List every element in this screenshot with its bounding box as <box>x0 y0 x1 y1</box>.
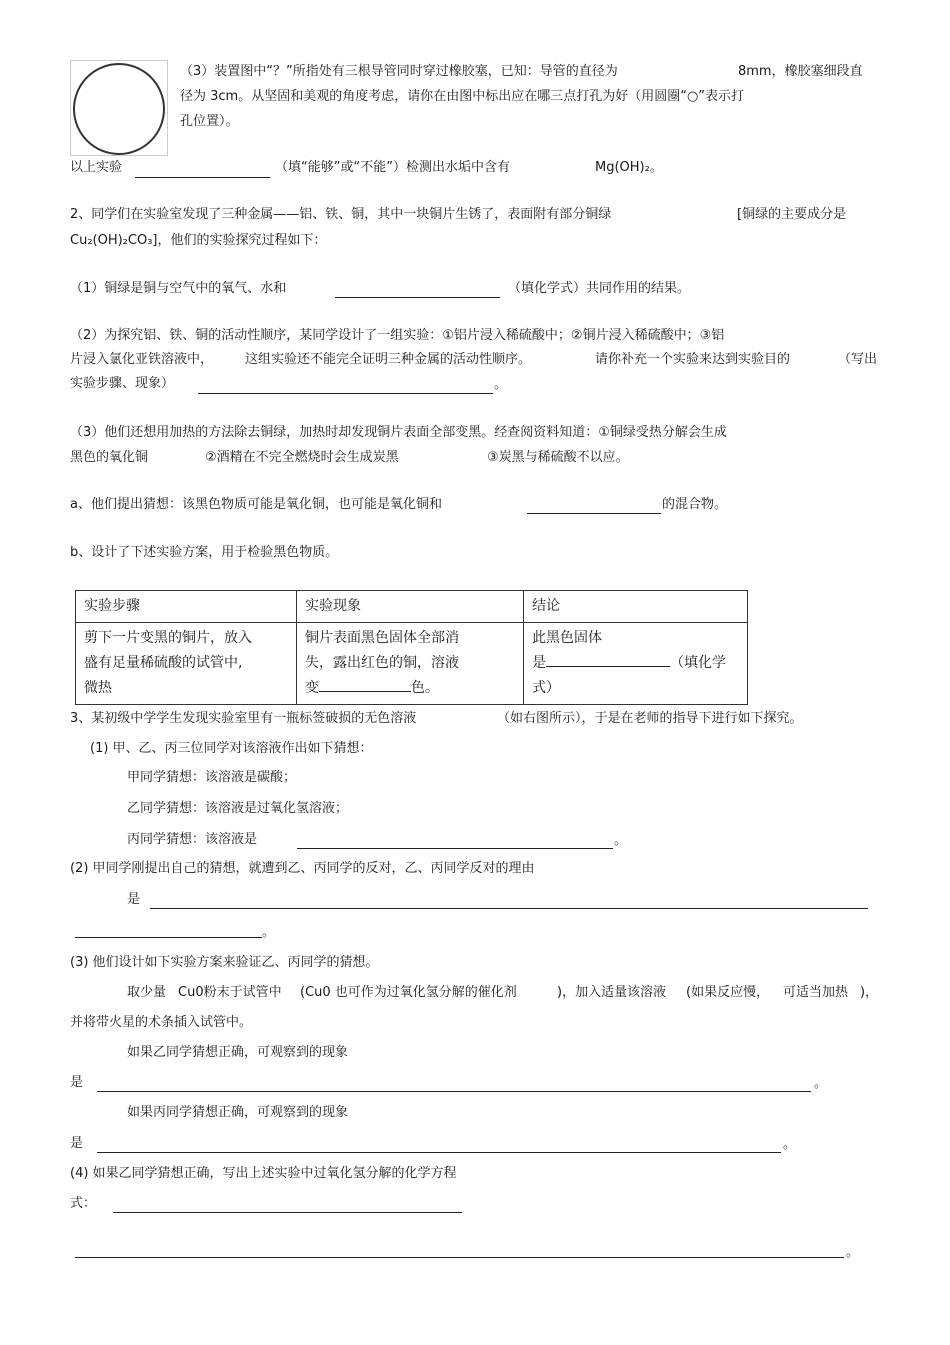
con-line: 此黑色固体 <box>532 630 602 646</box>
obs-line: 失，露出红色的铜，溶液 <box>305 655 459 671</box>
q3-bing-blank[interactable] <box>297 848 613 849</box>
q3-shi2: 是 <box>70 1136 84 1151</box>
q3-bing-correct: 如果丙同学猜想正确，可观察到的现象 <box>127 1105 349 1120</box>
table-header-conclusion: 结论 <box>524 591 748 623</box>
q3-yi-correct: 如果乙同学猜想正确，可观察到的现象 <box>127 1045 349 1060</box>
obs-bian: 变 <box>305 680 319 696</box>
q3-bing-a: 丙同学猜想：该溶液是 <box>127 832 258 847</box>
q3-p2-shi: 是 <box>127 892 141 907</box>
q2-p2-line2a: 片浸入氯化亚铁溶液中， <box>70 352 214 367</box>
q3-p2-end: 。 <box>262 925 276 940</box>
table-cell-conclusion <box>524 623 748 705</box>
q3-equation-blank2[interactable] <box>75 1257 844 1258</box>
stopper-diagram <box>70 60 168 156</box>
q2-p3-line1: （3）他们还想用加热的方法除去铜绿，加热时却发现铜片表面全部变黑。经查阅资料知道：①铜绿受热分解会生成 <box>70 425 727 440</box>
q2-a-text: a、他们提出猜想：该黑色物质可能是氧化铜，也可能是氧化铜和 <box>70 497 442 512</box>
table-header-observation: 实验现象 <box>297 591 524 623</box>
q3-end2: 。 <box>783 1137 797 1152</box>
q3-p3-line3: 并将带火星的术条插入试管中。 <box>70 1015 253 1030</box>
q2-p2-line2b: 这组实验还不能完全证明三种金属的活动性顺序。 <box>245 352 532 367</box>
step-line: 剪下一片变黑的铜片，放入 <box>84 630 252 646</box>
q2-p1-blank[interactable] <box>335 297 500 298</box>
q3-line1b: （如右图所示），于是在老师的指导下进行如下探究。 <box>497 711 803 726</box>
q3-p2-blank1[interactable] <box>150 908 868 909</box>
q3-p3-line2a: 取少量 <box>127 985 167 1000</box>
q3-equation-blank1[interactable] <box>113 1212 462 1213</box>
q2-line1a: 2、同学们在实验室发现了三种金属——铝、铁、铜，其中一块铜片生锈了，表面附有部分铜绿 <box>70 207 612 222</box>
color-blank[interactable] <box>319 677 411 692</box>
q2-line1b: [铜绿的主要成分是 <box>737 207 847 222</box>
q2-p1a: （1）铜绿是铜与空气中的氧气、水和 <box>70 281 287 296</box>
obs-se: 色。 <box>411 680 439 696</box>
q2-p2-line2c: 请你补充一个实验来达到实验目的 <box>595 352 791 367</box>
q3-bing-result-blank[interactable] <box>97 1152 781 1153</box>
q3-p4-end: 。 <box>846 1245 860 1260</box>
q3-intro-line1b: 8mm，橡胶塞细段直 <box>738 64 863 79</box>
q3-p4-shi: 式： <box>70 1196 97 1211</box>
q3-p3-line2c: (Cu0 也可作为过氧化氢分解的催化剂 <box>300 985 517 1000</box>
q3-jia: 甲同学猜想：该溶液是碳酸； <box>127 770 297 785</box>
q3-p3-line2g: )， <box>860 985 879 1000</box>
q3-p2-line1: (2) 甲同学刚提出自己的猜想，就遭到乙、丙同学的反对，乙、丙同学反对的理由 <box>70 861 535 876</box>
q3-line1a: 3、某初级中学学生发现实验室里有一瓶标签破损的无色溶液 <box>70 711 417 726</box>
table-row <box>76 623 748 705</box>
con-line-2 <box>532 651 739 676</box>
q3-end1: 。 <box>814 1076 828 1091</box>
q2-p2-blank[interactable] <box>198 393 493 394</box>
q2-p2-line3b: 。 <box>494 377 508 392</box>
con-line: 式） <box>532 680 560 696</box>
q3-bing-b: 。 <box>614 833 628 848</box>
q3-yi-blank[interactable] <box>97 1091 811 1092</box>
q3-p3-line1: (3) 他们设计如下实验方案来验证乙、丙同学的猜想。 <box>70 955 379 970</box>
q3-shi1: 是 <box>70 1075 84 1090</box>
q2-a-end: 的混合物。 <box>662 497 728 512</box>
con-fill: （填化学 <box>670 655 726 671</box>
experiment-table <box>75 590 748 705</box>
q3-p3-line2b: Cu0粉末于试管中 <box>178 985 282 1000</box>
q3-p3-line2f: 可适当加热 <box>783 985 849 1000</box>
q2-p2-line1: （2）为探究铝、铁、铜的活动性顺序，某同学设计了一组实验：①铝片浸入稀硫酸中；②铜片浸入稀硫酸中；③铝 <box>70 328 725 343</box>
step-line: 盛有足量稀硫酸的试管中, <box>84 655 243 671</box>
obs-line-3 <box>305 676 515 701</box>
step-line: 微热 <box>84 680 112 696</box>
q3-intro-line3: 孔位置）。 <box>180 114 239 129</box>
table-header-step: 实验步骤 <box>76 591 297 623</box>
q2-p3-line2c: ③炭黑与稀硫酸不以应。 <box>487 450 629 465</box>
q2-p2-line2d: （写出 <box>838 352 878 367</box>
q3-p3-line2d: )，加入适量该溶液 <box>557 985 667 1000</box>
q3-intro-line2: 径为 3cm。从坚固和美观的角度考虑，请你在由图中标出应在哪三点打孔为好（用圆圈“○”表示打 <box>180 89 745 104</box>
q2-p3-line2b: ②酒精在不完全燃烧时会生成炭黑 <box>205 450 399 465</box>
conclusion-blank[interactable] <box>135 177 270 178</box>
q2-p3-line2a: 黑色的氧化铜 <box>70 450 149 465</box>
table-cell-step <box>76 623 297 705</box>
conclusion-text-a: 以上实验 <box>70 160 123 175</box>
q3-p3-line2e: (如果反应慢， <box>686 985 770 1000</box>
q3-intro-line1a: （3）装置图中“？”所指处有三根导管同时穿过橡胶塞，已知：导管的直径为 <box>180 64 618 79</box>
q3-p1: (1) 甲、乙、丙三位同学对该溶液作出如下猜想： <box>90 741 373 756</box>
conclusion-text-b: （填“能够”或“不能”）检测出水垢中含有 <box>275 160 510 175</box>
conclusion-text-c: Mg(OH)₂。 <box>595 160 663 175</box>
q2-p1b: （填化学式）共同作用的结果。 <box>508 281 691 296</box>
table-header-row <box>76 591 748 623</box>
obs-line: 铜片表面黑色固体全部消 <box>305 630 459 646</box>
q2-p2-line3a: 实验步骤、现象） <box>70 376 175 391</box>
table-cell-observation <box>297 623 524 705</box>
q2-line2: Cu₂(OH)₂CO₃]，他们的实验探究过程如下： <box>70 233 327 248</box>
q2-b-text: b、设计了下述实验方案，用于检验黑色物质。 <box>70 545 339 560</box>
q3-p2-blank2[interactable] <box>75 937 262 938</box>
con-shi: 是 <box>532 655 546 671</box>
q3-yi: 乙同学猜想：该溶液是过氧化氢溶液； <box>127 801 349 816</box>
q2-a-blank[interactable] <box>527 513 661 514</box>
formula-blank[interactable] <box>546 652 670 667</box>
q3-p4-line1: (4) 如果乙同学猜想正确，写出上述实验中过氧化氢分解的化学方程 <box>70 1166 457 1181</box>
